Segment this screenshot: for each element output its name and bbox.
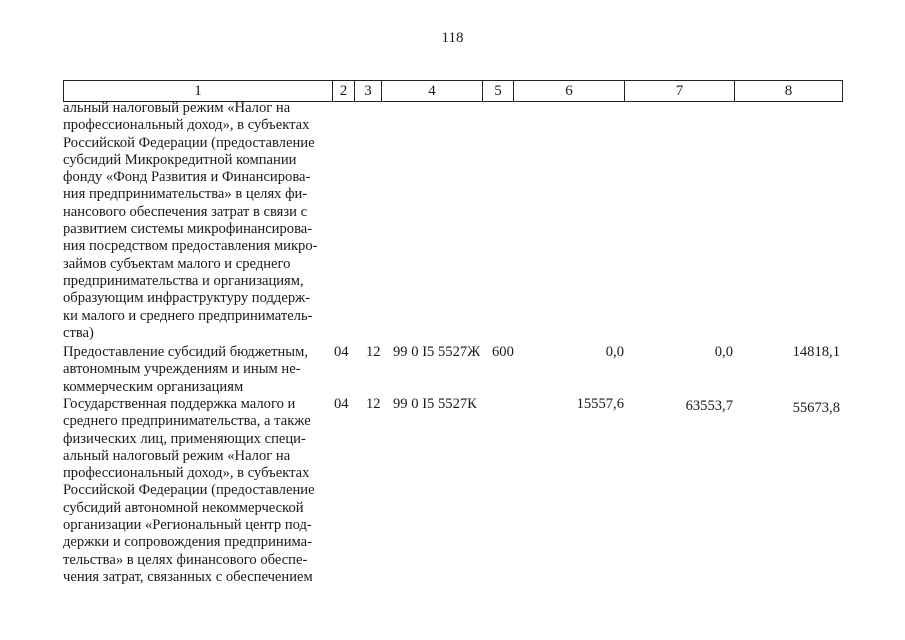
description-line: автономным учреждениям и иным не- [63, 361, 301, 378]
description-line: ния предпринимательства» в целях фи- [63, 186, 308, 203]
description-line: ния посредством предоставления микро- [63, 238, 318, 255]
row-3-target-code: 99 0 I5 5527К [393, 396, 477, 412]
row-2-value-col8: 14818,1 [792, 344, 840, 360]
row-2-target-code: 99 0 I5 5527Ж [393, 344, 481, 360]
description-line: организации «Региональный центр под- [63, 517, 312, 534]
description-line: среднего предпринимательства, а также [63, 413, 311, 430]
page-number: 118 [441, 30, 464, 46]
description-line: физических лиц, применяющих специ- [63, 430, 306, 447]
row-3-value-col6: 15557,6 [576, 396, 624, 412]
description-line: чения затрат, связанных с обеспечением [63, 568, 313, 585]
row-2-subsection: 12 [366, 344, 381, 360]
row-2-value-col6: 0,0 [605, 344, 624, 360]
description-line: развитием системы микрофинансирова- [63, 221, 313, 238]
column-header-1: 1 [64, 81, 333, 102]
row-1-description [63, 100, 320, 342]
description-line: Российской Федерации (предоставление [63, 134, 315, 151]
description-line: профессиональный доход», в субъектах [63, 117, 310, 134]
column-header-6: 6 [514, 81, 625, 102]
description-line: держки и сопровождения предпринима- [63, 534, 312, 551]
description-line: займов субъектам малого и среднего [63, 255, 291, 272]
row-3-value-col8: 55673,8 [792, 400, 840, 416]
description-line: коммерческим организациям [63, 378, 244, 395]
row-2-section: 04 [334, 344, 349, 360]
description-line: Российской Федерации (предоставление [63, 482, 315, 499]
description-line: альный налоговый режим «Налог на [63, 100, 291, 116]
description-line: альный налоговый режим «Налог на [63, 447, 291, 464]
row-3-section: 04 [334, 396, 349, 412]
description-line: ства) [63, 324, 94, 341]
description-line: субсидий Микрокредитной компании [63, 151, 297, 168]
column-header-8: 8 [735, 81, 843, 102]
description-line: субсидий автономной некоммерческой [63, 499, 304, 516]
column-header-row [63, 80, 843, 102]
row-2-value-col7: 0,0 [714, 344, 733, 360]
description-line: тельства» в целях финансового обеспе- [63, 551, 308, 568]
description-line: профессиональный доход», в субъектах [63, 465, 310, 482]
description-line: образующим инфраструктуру поддерж- [63, 290, 311, 307]
description-line: предпринимательства и организациям, [63, 272, 304, 289]
row-3-subsection: 12 [366, 396, 381, 412]
row-2-description [63, 344, 320, 396]
column-header-5: 5 [483, 81, 514, 102]
column-header-2: 2 [333, 81, 355, 102]
description-line: Государственная поддержка малого и [63, 396, 296, 412]
row-3-description [63, 396, 320, 586]
description-line: нансового обеспечения затрат в связи с [63, 203, 308, 220]
description-line: ки малого и среднего предприниматель- [63, 307, 313, 324]
description-line: Предоставление субсидий бюджетным, [63, 344, 308, 360]
row-3-value-col7: 63553,7 [685, 398, 733, 414]
description-line: фонду «Фонд Развития и Финансирова- [63, 169, 311, 186]
column-header-3: 3 [355, 81, 382, 102]
column-header-4: 4 [382, 81, 483, 102]
column-header-7: 7 [625, 81, 735, 102]
row-2-expense-type: 600 [492, 344, 514, 360]
